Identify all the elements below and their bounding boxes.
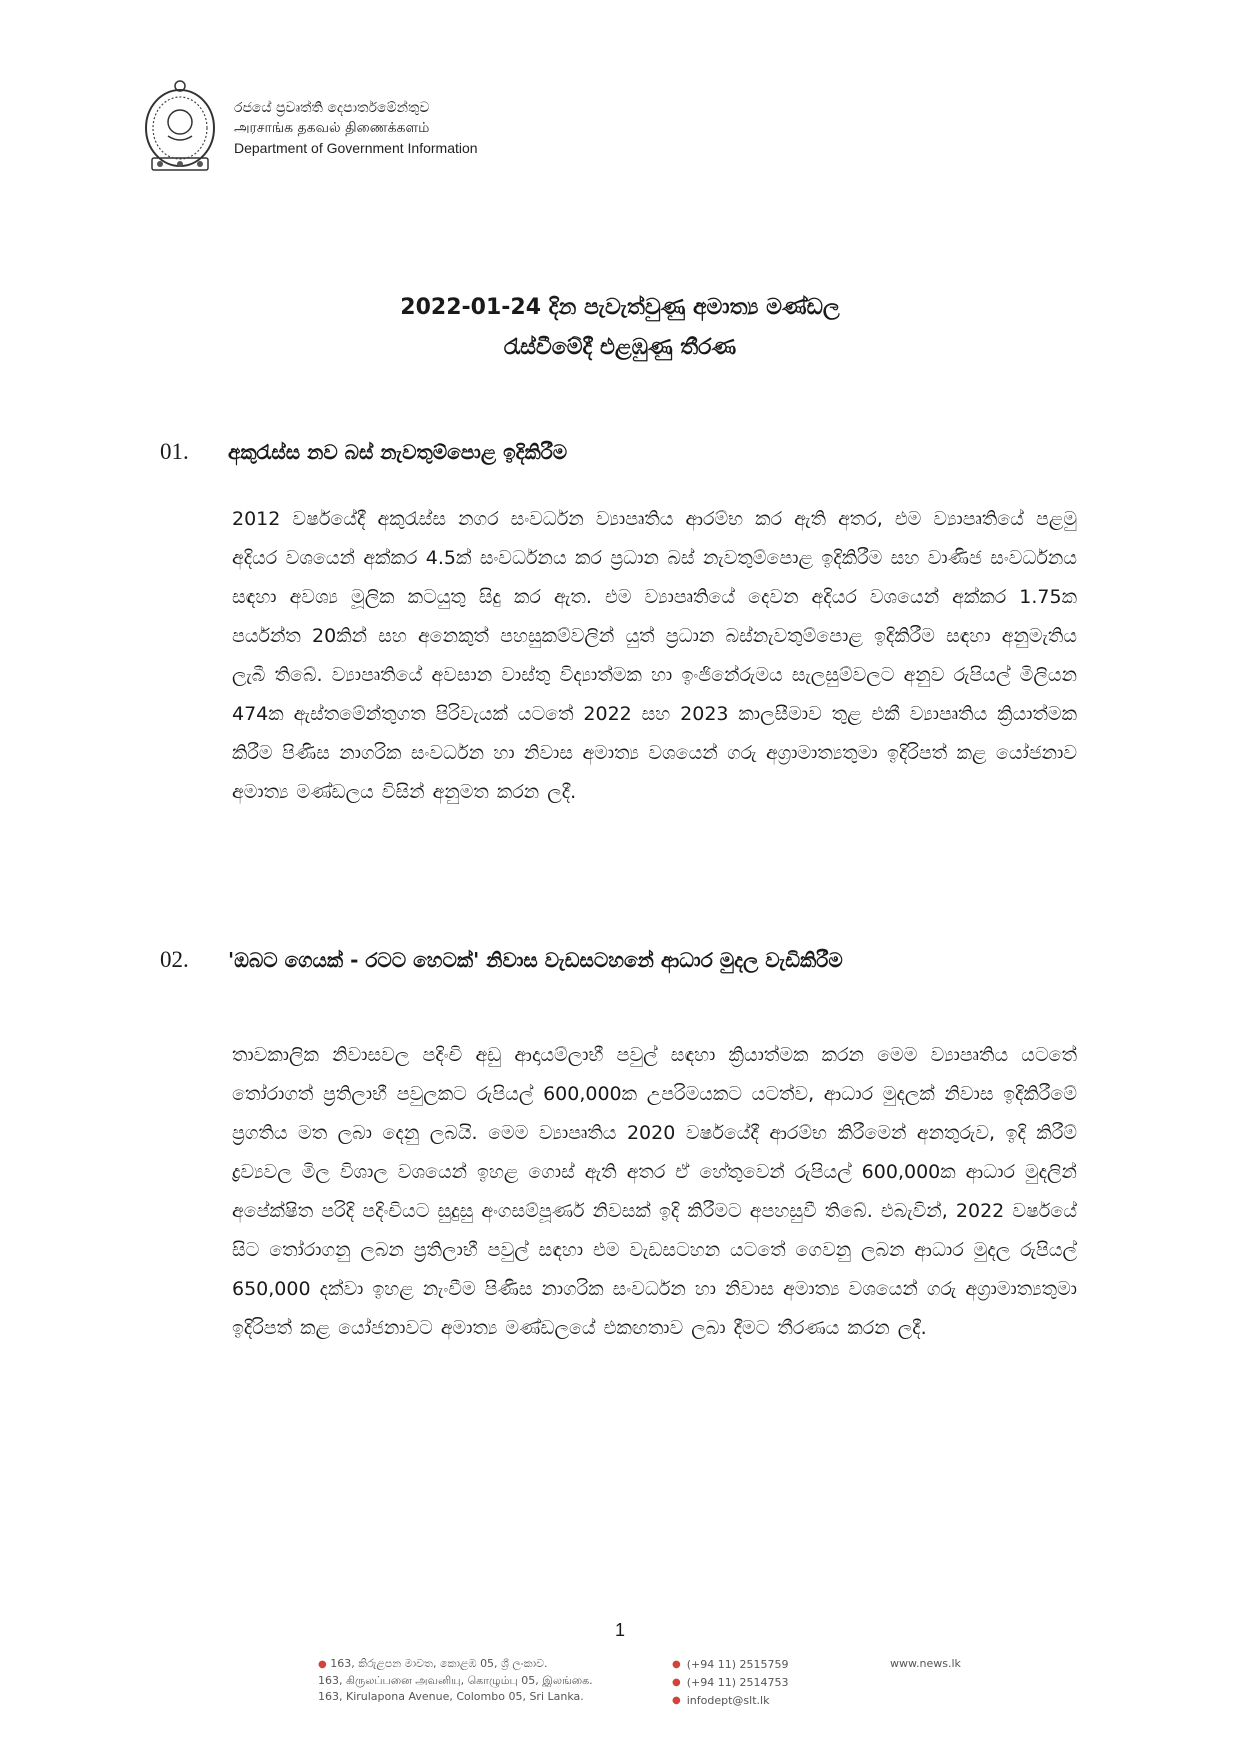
phone-number: (+94 11) 2515759 (686, 1658, 789, 1671)
section-2-heading (160, 940, 1080, 980)
department-name-tamil: அரசாங்க தகவல் திணைக்களம் (234, 119, 430, 136)
document-title (0, 288, 1240, 368)
footer-contact (672, 1656, 789, 1710)
section-2-body: තාවකාලික නිවාසවල පදිංචි අඩු ආදායම්ලාභී පවුල් සඳහා ක්‍රියාත්මක කරන මෙම ව්‍යාපෘතිය යටතේ තෝරාගත් ප්‍රතිලාභී පවුලකට රුපියල් 600,000ක උපරිමයකට යටත්ව, ආධාර මුදලක් නිවාස ඉදිකිරීමේ ප්‍රගතිය මත ලබා දෙනු ලබයි. මෙම ව්‍යාපෘතිය 2020 වර්ෂයේදී ආරම්භ කිරීමෙන් අනතුරුව, ඉදි කිරීම් ද්‍රව්‍යවල මිල විශාල වශයෙන් ඉහළ ගොස් ඇති අතර ඒ හේතුවෙන් රුපියල් 600,000ක ආධාර මුදලින් අපේක්ෂිත පරිදි පදිංචියට සුදුසු අංගසම්පූර්ණ නිවසක් ඉදි කිරීමට අපහසුවී තිබේ. එබැවින්, 2022 වර්ෂයේ සිට තෝරාගනු ලබන ප්‍රතිලාභී පවුල් සඳහා එම වැඩසටහන යටතේ ගෙවනු ලබන ආධාර මුදල රුපියල් 650,000 දක්වා ඉහළ නැංවීම පිණිස නාගරික සංවර්ධන හා නිවාස අමාත්‍ය වශයෙන් ගරු අග්‍රාමාත්‍යතුමා ඉදිරිපත් කළ යෝජනාවට අමාත්‍ය මණ්ඩලයේ එකඟතාව ලබා දීමට තීරණය කරන ලදී. (232, 1044, 1077, 1339)
bullet-icon: ● (318, 1659, 327, 1670)
section-number: 02. (160, 947, 189, 972)
title-line-1: 2022-01-24 දින පැවැත්වුණු අමාත්‍ය මණ්ඩල (400, 295, 840, 320)
department-name-sinhala: රජයේ ප්‍රවෘත්ති දෙපාර්තමේන්තුව (234, 99, 430, 116)
section-title: අකුරැස්ස නව බස් නැවතුම්පොළ ඉදිකිරීම (228, 440, 568, 464)
page-number: 1 (614, 1620, 625, 1640)
government-emblem-icon (140, 78, 220, 178)
address-sinhala: 163, කිරුළපන මාවත, කොළඹ 05, ශ්‍රී ලංකාව. (330, 1657, 548, 1670)
section-1-body: 2012 වර්ෂයේදී අකුරැස්ස නගර සංවර්ධන ව්‍යාපෘතිය ආරම්භ කර ඇති අතර, එම ව්‍යාපෘතියේ පළමු අදියර වශයෙන් අක්කර 4.5ක් සංවර්ධනය කර ප්‍රධාන බස් නැවතුම්පොළ ඉදිකිරීම සහ වාණිජ සංවර්ධනය සඳහා අවශ්‍ය මූලික කටයුතු සිදු කර ඇත. එම ව්‍යාපෘතියේ දෙවන අදියර වශයෙන් අක්කර 1.75ක පර්යන්ත 20කින් සහ අනෙකුත් පහසුකම්වලින් යුත් ප්‍රධාන බස්නැවතුම්පොළ ඉදිකිරීම සඳහා අනුමැතිය ලැබී තිබේ. ව්‍යාපෘතියේ අවසාන වාස්තු විද්‍යාත්මක හා ඉංජිනේරුමය සැලසුම්වලට අනුව රුපියල් මිලියන 474ක ඇස්තමේන්තුගත පිරිවැයක් යටතේ 2022 සහ 2023 කාලසීමාව තුළ එකී ව්‍යාපෘතිය ක්‍රියාත්මක කිරීම පිණිස නාගරික සංවර්ධන හා නිවාස අමාත්‍ය වශයෙන් ගරු අග්‍රාමාත්‍යතුමා ඉදිරිපත් කළ යෝජනාව අමාත්‍ය මණ්ඩලය විසින් අනුමත කරන ලදී. (232, 508, 1077, 803)
section-1-heading (160, 432, 1080, 472)
letterhead (140, 78, 478, 178)
address-tamil: 163, கிருலப்பனை அவனியு, கொழும்பு 05, இலங்கை. (318, 1674, 593, 1687)
footer-website[interactable]: www.news.lk (890, 1657, 961, 1670)
section-number: 01. (160, 439, 189, 464)
email-icon: ● (672, 1695, 681, 1706)
footer-address (318, 1656, 593, 1705)
address-english: 163, Kirulapona Avenue, Colombo 05, Sri Lanka. (318, 1690, 584, 1703)
section-title: 'ඔබට ගෙයක් - රටට හෙටක්' නිවාස වැඩසටහනේ ආධාර මුදල වැඩිකිරීම (228, 948, 843, 972)
department-name-english: Department of Government Information (234, 139, 478, 156)
fax-number: (+94 11) 2514753 (686, 1676, 789, 1689)
fax-icon: ● (672, 1677, 681, 1688)
phone-icon: ● (672, 1659, 681, 1670)
department-name (234, 100, 478, 157)
title-line-2: රැස්වීමේදී එළඹුණු තීරණ (503, 335, 737, 360)
email-address[interactable]: infodept@slt.lk (686, 1694, 770, 1707)
